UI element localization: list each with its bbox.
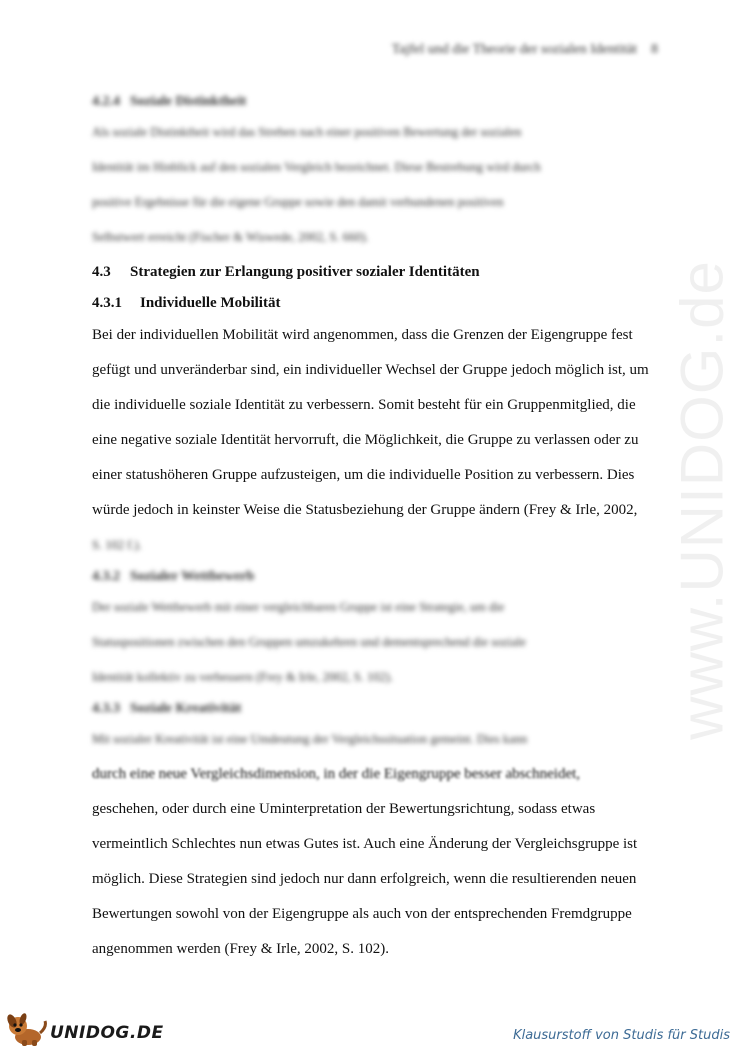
section-title: Individuelle Mobilität	[140, 295, 281, 311]
text-line: angenommen werden (Frey & Irle, 2002, S. 102).	[92, 941, 390, 957]
section-title: Sozialer Wettbewerb	[130, 569, 255, 584]
text-line: einer statushöheren Gruppe aufzusteigen, um die individuelle Position zu verbessern. Dies	[92, 467, 635, 483]
unidog-logo[interactable]	[6, 1013, 164, 1052]
section-number: 4.3.1	[92, 295, 122, 311]
document-body	[92, 88, 667, 967]
text-line: Selbstwert erreicht (Fischer & Wiswede, 2002, S. 660).	[92, 230, 369, 244]
dog-icon	[6, 1013, 48, 1052]
running-title: Tajfel und die Theorie der sozialen Identität	[391, 42, 637, 57]
heading-4-2-4	[92, 88, 667, 115]
footer-tagline: Klausurstoff von Studis für Studis	[513, 1028, 730, 1043]
section-title: Soziale Kreativität	[130, 701, 242, 716]
paragraph-soziale-kreativitaet	[92, 722, 667, 967]
paragraph-soziale-distinktheit	[92, 115, 667, 255]
page-number: 8	[651, 42, 658, 57]
heading-4-3-1	[92, 288, 667, 318]
heading-4-3-2	[92, 563, 667, 590]
section-number: 4.3.2	[92, 569, 120, 584]
text-line: geschehen, oder durch eine Uminterpretation der Bewertungsrichtung, sodass etwas	[92, 801, 596, 817]
text-line: möglich. Diese Strategien sind jedoch nur dann erfolgreich, wenn die resultierenden neuen	[92, 871, 637, 887]
text-line: Identität kollektiv zu verbessern (Frey & Irle, 2002, S. 102).	[92, 670, 393, 684]
text-line: Mit sozialer Kreativität ist eine Umdeutung der Vergleichssituation gemeint. Dies kann	[92, 732, 528, 746]
text-line: gefügt und unveränderbar sind, ein individueller Wechsel der Gruppe jedoch möglich ist, um	[92, 362, 649, 378]
text-line: durch eine neue Vergleichsdimension, in der die Eigengruppe besser abschneidet,	[92, 766, 581, 782]
paragraph-sozialer-wettbewerb	[92, 590, 667, 695]
text-line: Identität im Hinblick auf den sozialen Vergleich bezeichnet. Diese Bestrebung wird durch	[92, 160, 541, 174]
section-number: 4.3	[92, 264, 111, 280]
text-line: würde jedoch in keinster Weise die Statusbeziehung der Gruppe ändern (Frey & Irle, 2002,	[92, 502, 638, 518]
text-line: die individuelle soziale Identität zu verbessern. Somit besteht für ein Gruppenmitglied, die	[92, 397, 636, 413]
text-line: Statuspositionen zwischen den Gruppen umzukehren und dementsprechend die soziale	[92, 635, 526, 649]
heading-4-3-3	[92, 695, 667, 722]
text-line: positive Ergebnisse für die eigene Gruppe sowie den damit verbundenen positiven	[92, 195, 504, 209]
text-line: Der soziale Wettbewerb mit einer vergleichbaren Gruppe ist eine Strategie, um die	[92, 600, 505, 614]
section-title: Strategien zur Erlangung positiver sozialer Identitäten	[130, 264, 480, 280]
text-line: Bei der individuellen Mobilität wird angenommen, dass die Grenzen der Eigengruppe fest	[92, 327, 633, 343]
text-line: S. 102 f.).	[92, 538, 142, 552]
running-header	[392, 42, 658, 58]
text-line: eine negative soziale Identität hervorruft, die Möglichkeit, die Gruppe zu verlassen oder zu	[92, 432, 639, 448]
section-title: Soziale Distinktheit	[130, 94, 247, 109]
watermark: www.UNIDOG.de	[668, 260, 736, 740]
section-number: 4.3.3	[92, 701, 120, 716]
heading-4-3	[92, 257, 667, 288]
paragraph-individuelle-mobilitaet	[92, 318, 667, 563]
text-line: Als soziale Distinktheit wird das Streben nach einer positiven Bewertung der sozialen	[92, 125, 522, 139]
section-number: 4.2.4	[92, 94, 120, 109]
text-line: Bewertungen sowohl von der Eigengruppe als auch von der entsprechenden Fremdgruppe	[92, 906, 632, 922]
text-line: vermeintlich Schlechtes nun etwas Gutes ist. Auch eine Änderung der Vergleichsgruppe ist	[92, 836, 638, 852]
logo-text: UNIDOG.DE	[50, 1022, 164, 1043]
